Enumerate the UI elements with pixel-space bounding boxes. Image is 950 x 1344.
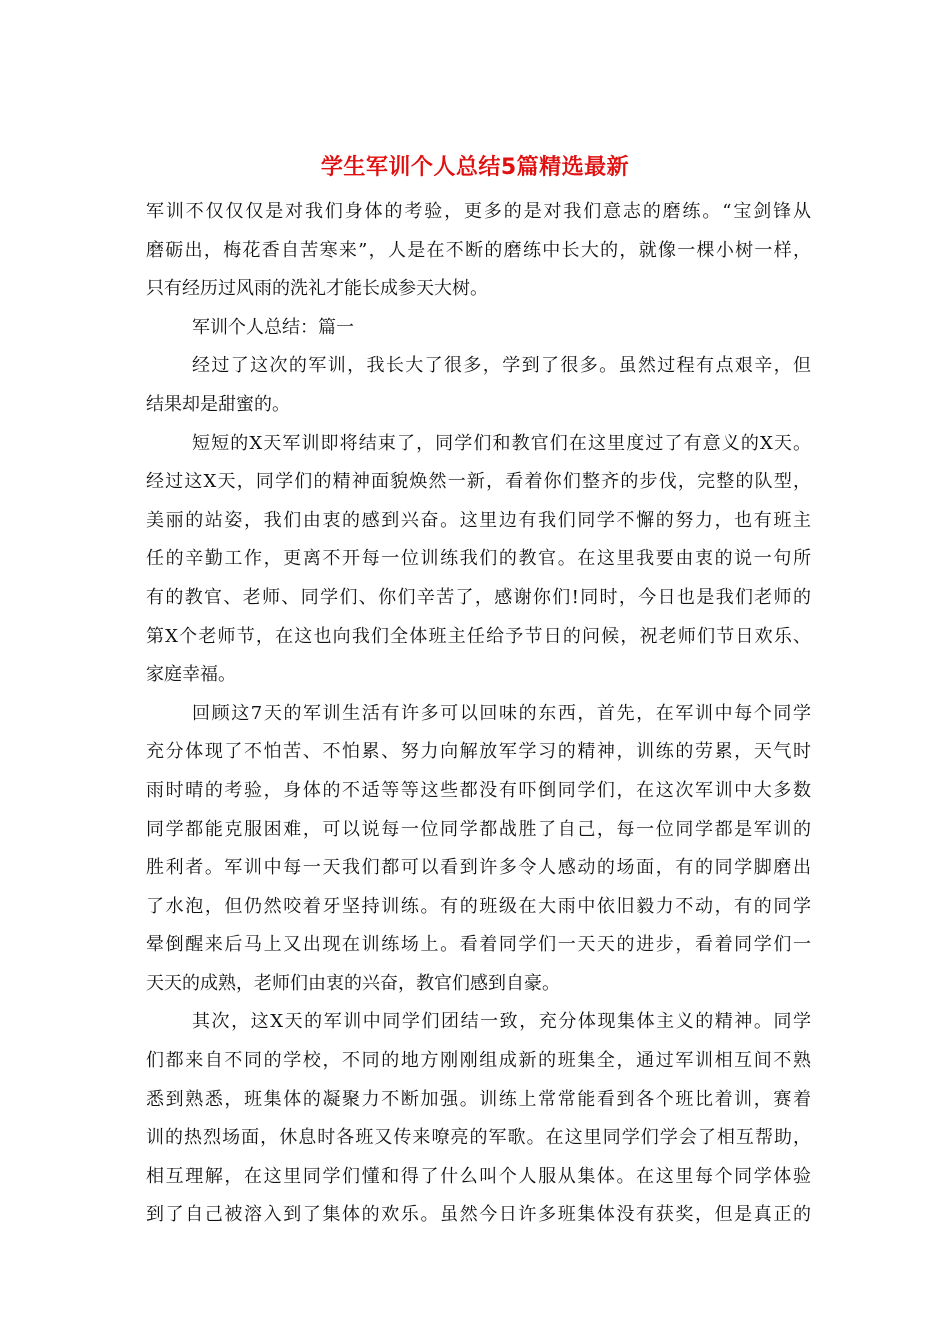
text-line: 雨时晴的考验，身体的不适等等这些都没有吓倒同学们，在这次军训中大多数	[146, 779, 811, 801]
text-line: 任的辛勤工作，更离不开每一位训练我们的教官。在这里我要由衷的说一句所	[146, 548, 811, 570]
text-line: 回顾这7天的军训生活有许多可以回味的东西，首先，在军训中每个同学	[192, 702, 811, 724]
text-line: 短短的X天军训即将结束了，同学们和教官们在这里度过了有意义的X天。	[192, 432, 811, 454]
text-line: 其次，这X天的军训中同学们团结一致，充分体现集体主义的精神。同学	[192, 1011, 811, 1033]
text-line: 美丽的站姿，我们由衷的感到兴奋。这里边有我们同学不懈的努力，也有班主	[146, 509, 811, 531]
text-line: 天天的成熟，老师们由衷的兴奋，教官们感到自豪。	[146, 972, 560, 994]
text-line: 军训个人总结：篇一	[192, 316, 354, 338]
document-body	[146, 193, 811, 1235]
text-line: 家庭幸福。	[146, 664, 236, 686]
text-line: 胜利者。军训中每一天我们都可以看到许多令人感动的场面，有的同学脚磨出	[146, 857, 811, 879]
text-line: 第X个老师节，在这也向我们全体班主任给予节日的问候，祝老师们节日欢乐、	[146, 625, 811, 647]
text-line: 经过了这次的军训，我长大了很多，学到了很多。虽然过程有点艰辛，但	[192, 355, 811, 377]
text-line: 训的热烈场面，休息时各班又传来嘹亮的军歌。在这里同学们学会了相互帮助，	[146, 1127, 811, 1149]
text-line: 结果却是甜蜜的。	[146, 393, 290, 415]
document-title: 学生军训个人总结5篇精选最新	[320, 155, 630, 180]
text-line: 磨砺出，梅花香自苦寒来”，人是在不断的磨练中长大的，就像一棵小树一样，	[146, 239, 811, 261]
text-line: 晕倒醒来后马上又出现在训练场上。看着同学们一天天的进步，看着同学们一	[146, 934, 811, 956]
text-line: 相互理解，在这里同学们懂和得了什么叫个人服从集体。在这里每个同学体验	[146, 1165, 811, 1187]
text-line: 同学都能克服困难，可以说每一位同学都战胜了自己，每一位同学都是军训的	[146, 818, 811, 840]
text-line: 们都来自不同的学校，不同的地方刚刚组成新的班集全，通过军训相互间不熟	[146, 1050, 811, 1072]
text-line: 经过这X天，同学们的精神面貌焕然一新，看着你们整齐的步伐，完整的队型，	[146, 471, 811, 493]
text-line: 军训不仅仅仅是对我们身体的考验，更多的是对我们意志的磨练。“宝剑锋从	[146, 201, 811, 222]
text-line: 到了自己被溶入到了集体的欢乐。虽然今日许多班集体没有获奖，但是真正的	[146, 1204, 811, 1226]
text-line: 只有经历过风雨的洗礼才能长成参天大树。	[146, 278, 488, 300]
text-line: 有的教官、老师、同学们、你们辛苦了，感谢你们!同时，今日也是我们老师的	[146, 586, 811, 608]
text-line: 了水泡，但仍然咬着牙坚持训练。有的班级在大雨中依旧毅力不动，有的同学	[146, 895, 811, 917]
text-line: 悉到熟悉，班集体的凝聚力不断加强。训练上常常能看到各个班比着训，赛着	[146, 1088, 811, 1110]
text-line: 充分体现了不怕苦、不怕累、努力向解放军学习的精神，训练的劳累，天气时	[146, 741, 811, 763]
